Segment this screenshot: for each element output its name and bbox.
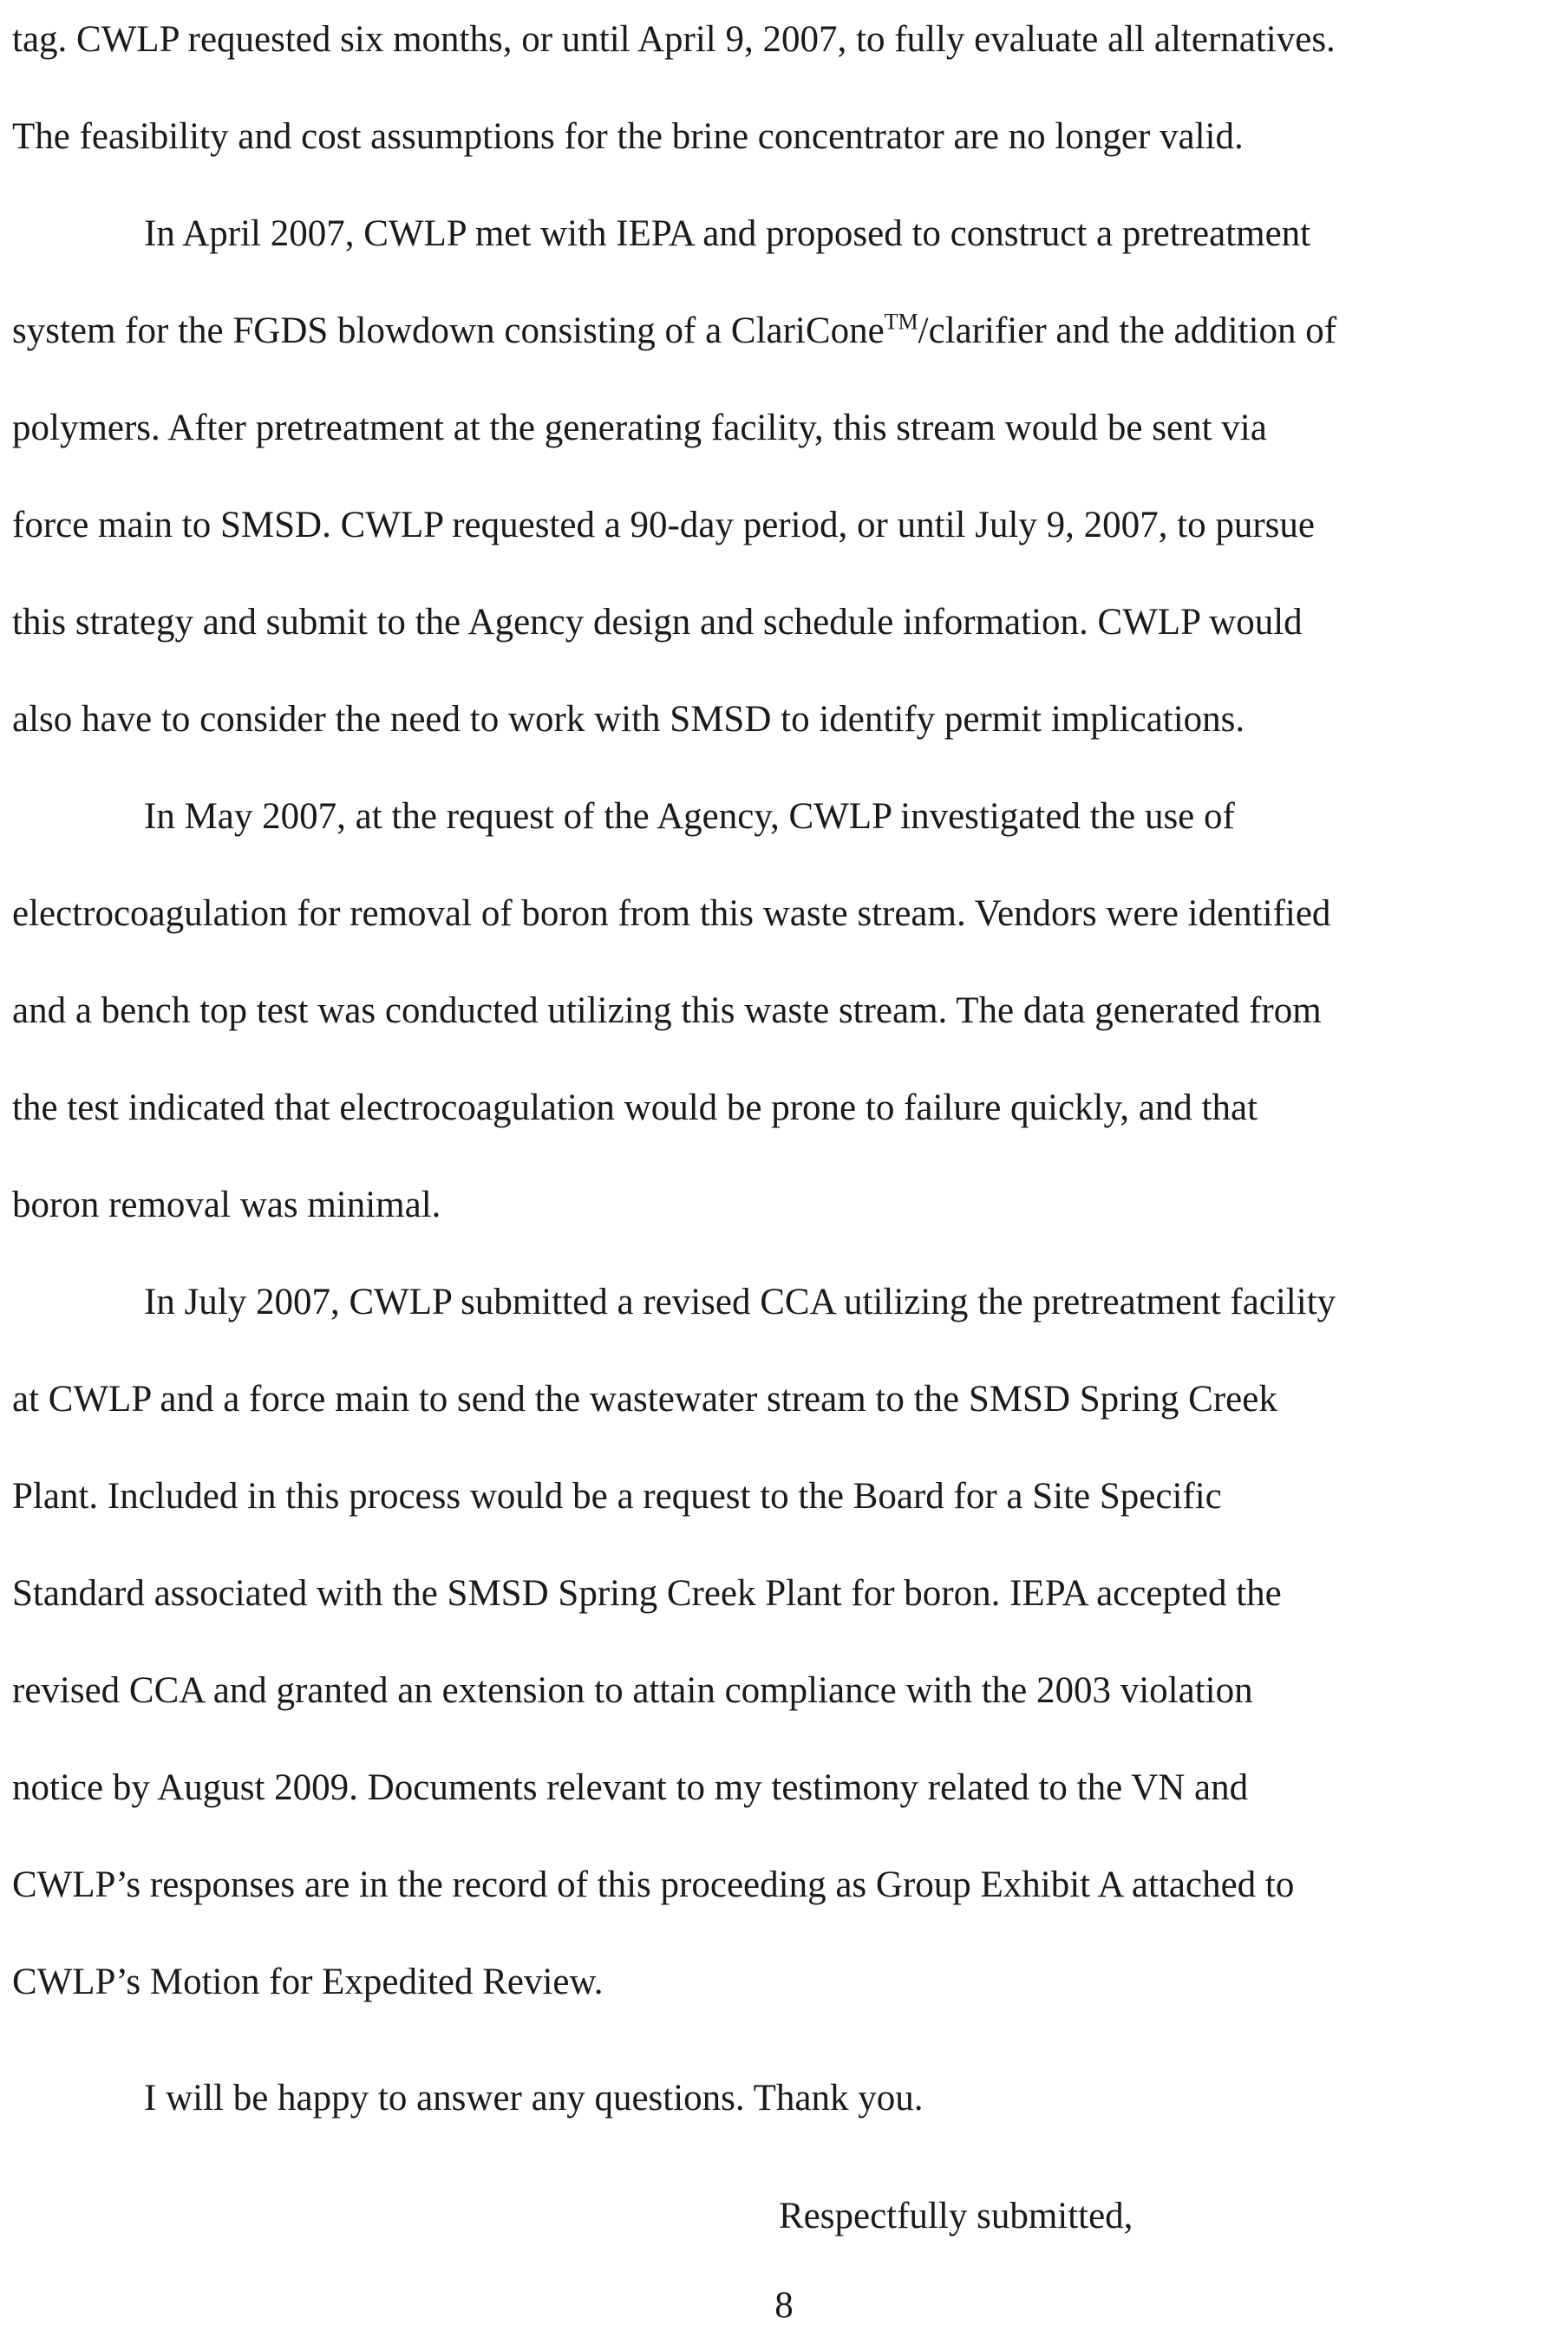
text-line: The feasibility and cost assumptions for the brine concentrator are no longer valid. xyxy=(12,116,1244,157)
text-line: electrocoagulation for removal of boron from this waste stream. Vendors were identified xyxy=(12,893,1331,934)
text-line: and a bench top test was conducted utilizing this waste stream. The data generated from xyxy=(12,990,1322,1031)
text-line: boron removal was minimal. xyxy=(12,1185,441,1225)
text-line: CWLP’s responses are in the record of this proceeding as Group Exhibit A attached to xyxy=(12,1864,1295,1905)
trademark-superscript: TM xyxy=(884,309,918,335)
text-line: CWLP’s Motion for Expedited Review. xyxy=(12,1962,604,2002)
text-line: force main to SMSD. CWLP requested a 90-day period, or until July 9, 2007, to pursue xyxy=(12,505,1315,545)
text-line: I will be happy to answer any questions. Thank you. xyxy=(144,2078,924,2119)
text-segment: /clarifier and the addition of xyxy=(918,310,1337,351)
text-line xyxy=(12,307,1336,356)
text-line: In May 2007, at the request of the Agency, CWLP investigated the use of xyxy=(144,796,1235,837)
text-line: this strategy and submit to the Agency design and schedule information. CWLP would xyxy=(12,602,1303,643)
text-line: In April 2007, CWLP met with IEPA and proposed to construct a pretreatment xyxy=(144,213,1311,254)
text-line: tag. CWLP requested six months, or until April 9, 2007, to fully evaluate all alternatives. xyxy=(12,19,1336,60)
text-line: notice by August 2009. Documents relevant to my testimony related to the VN and xyxy=(12,1767,1249,1808)
page-number: 8 xyxy=(774,2285,794,2326)
closing-signoff: Respectfully submitted, xyxy=(779,2196,1134,2236)
text-line: the test indicated that electrocoagulation would be prone to failure quickly, and that xyxy=(12,1087,1258,1128)
text-line: Standard associated with the SMSD Spring Creek Plant for boron. IEPA accepted the xyxy=(12,1573,1282,1614)
text-line: In July 2007, CWLP submitted a revised CCA utilizing the pretreatment facility xyxy=(144,1282,1336,1322)
text-line: polymers. After pretreatment at the generating facility, this stream would be sent via xyxy=(12,408,1267,448)
text-line: revised CCA and granted an extension to attain compliance with the 2003 violation xyxy=(12,1670,1253,1711)
text-line: at CWLP and a force main to send the wastewater stream to the SMSD Spring Creek xyxy=(12,1379,1277,1420)
text-line: also have to consider the need to work with SMSD to identify permit implications. xyxy=(12,699,1245,740)
text-line: Plant. Included in this process would be a request to the Board for a Site Specific xyxy=(12,1476,1222,1517)
text-segment: system for the FGDS blowdown consisting of a ClariCone xyxy=(12,310,885,351)
